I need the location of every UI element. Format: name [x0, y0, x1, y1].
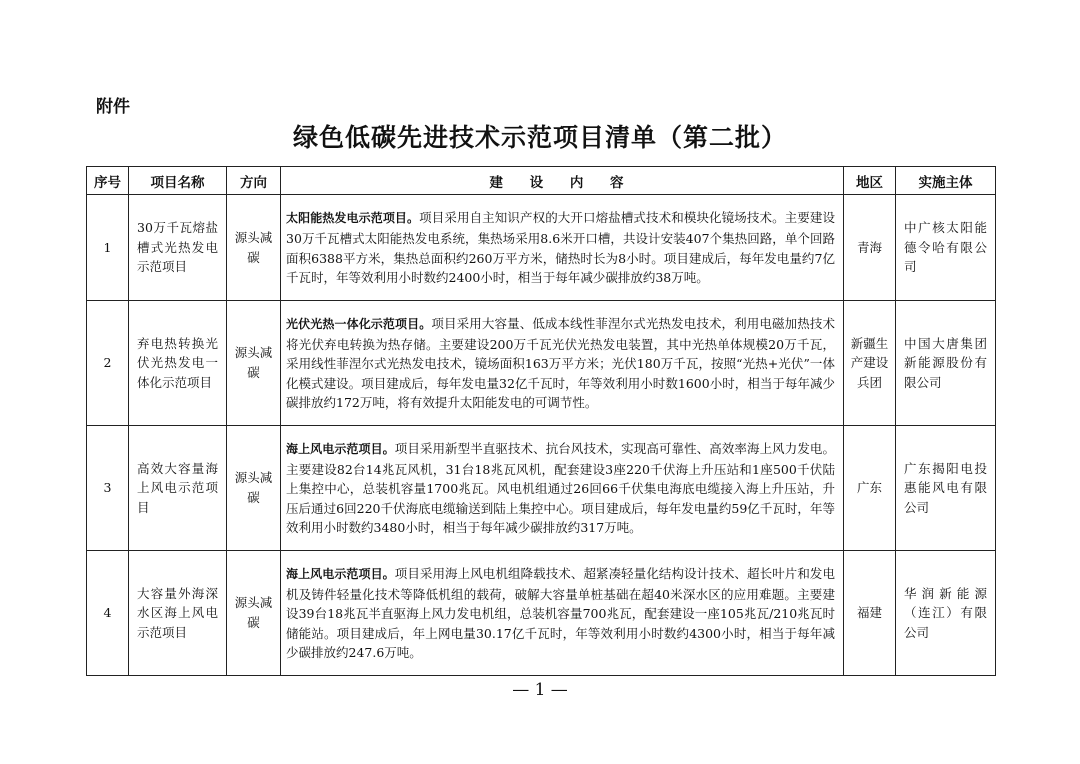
content-body: 项目采用海上风电机组降载技术、超紧凑轻量化结构设计技术、超长叶片和发电机及铸件轻量化技术等降低机组的载荷，破解大容量单桩基础在超40米深水区的应用难题。主要建设39台18兆瓦半直驱海上风力发电机组，总装机容量700兆瓦，配套建设一座105兆瓦/210兆瓦时储能站。项目建成后，年上网电量30.17亿千瓦时，年等效利用小时数约4300小时，相当于每年减少碳排放约247.6万吨。 [286, 566, 835, 661]
column-header-region: 地区 [844, 167, 896, 195]
page-number: — 1 — [512, 680, 568, 700]
region: 广东 [844, 426, 896, 551]
table-row [87, 426, 996, 551]
direction: 源头减碳 [227, 551, 281, 676]
project-name: 弃电热转换光伏光热发电一体化示范项目 [129, 301, 227, 426]
row-number: 1 [87, 195, 129, 301]
table-row [87, 551, 996, 676]
table-header-row [87, 167, 996, 195]
column-header-name: 项目名称 [129, 167, 227, 195]
column-header-direction: 方向 [227, 167, 281, 195]
content-lead: 海上风电示范项目。 [286, 442, 395, 457]
implementing-org: 广东揭阳电投惠能风电有限公司 [896, 426, 996, 551]
column-header-org: 实施主体 [896, 167, 996, 195]
content-body: 项目采用大容量、低成本线性菲涅尔式光热发电技术，利用电磁加热技术将光伏弃电转换为热存储。主要建设200万千瓦光伏光热发电装置，其中光热单体规模20万千瓦，采用线性菲涅尔式光热发电技术，镜场面积163万平方米；光伏180万千瓦，按照“光热+光伏”一体化模式建设。项目建成后，每年发电量32亿千瓦时，年等效利用小时数1600小时，相当于每年减少碳排放约172万吨，将有效提升太阳能发电的可调节性。 [286, 316, 835, 411]
region: 福建 [844, 551, 896, 676]
project-name: 30万千瓦熔盐槽式光热发电示范项目 [129, 195, 227, 301]
project-name: 高效大容量海上风电示范项目 [129, 426, 227, 551]
construction-content [281, 195, 844, 301]
direction: 源头减碳 [227, 426, 281, 551]
construction-content [281, 426, 844, 551]
direction: 源头减碳 [227, 301, 281, 426]
project-name: 大容量外海深水区海上风电示范项目 [129, 551, 227, 676]
project-table [86, 166, 996, 676]
row-number: 2 [87, 301, 129, 426]
region: 新疆生产建设兵团 [844, 301, 896, 426]
construction-content [281, 301, 844, 426]
content-lead: 海上风电示范项目。 [286, 567, 395, 582]
implementing-org: 中国大唐集团新能源股份有限公司 [896, 301, 996, 426]
construction-content [281, 551, 844, 676]
direction: 源头减碳 [227, 195, 281, 301]
row-number: 3 [87, 426, 129, 551]
implementing-org: 中广核太阳能德令哈有限公司 [896, 195, 996, 301]
content-body: 项目采用自主知识产权的大开口熔盐槽式技术和模块化镜场技术。主要建设30万千瓦槽式太阳能热发电系统，集热场采用8.6米开口槽，共设计安装407个集热回路，单个回路面积6388平方米，集热总面积约260万平方米，储热时长为8小时。项目建成后，每年发电量约7亿千瓦时，年等效利用小时数约2400小时，相当于每年减少碳排放约38万吨。 [286, 210, 835, 286]
page-title: 绿色低碳先进技术示范项目清单（第二批） [292, 123, 787, 152]
column-header-content: 建 设 内 容 [281, 167, 844, 195]
column-header-no: 序号 [87, 167, 129, 195]
implementing-org: 华润新能源（连江）有限公司 [896, 551, 996, 676]
row-number: 4 [87, 551, 129, 676]
content-body: 项目采用新型半直驱技术、抗台风技术，实现高可靠性、高效率海上风力发电。主要建设82台14兆瓦风机，31台18兆瓦风机，配套建设3座220千伏海上升压站和1座500千伏陆上集控中心，总装机容量1700兆瓦。风电机组通过26回66千伏集电海底电缆接入海上升压站，升压后通过6回220千伏海底电缆输送到陆上集控中心。项目建成后，每年发电量约59亿千瓦时，年等效利用小时数约3480小时，相当于每年减少碳排放约317万吨。 [286, 441, 835, 536]
region: 青海 [844, 195, 896, 301]
attachment-label: 附件 [96, 97, 130, 117]
table-row [87, 195, 996, 301]
content-lead: 光伏光热一体化示范项目。 [286, 317, 432, 332]
table-row [87, 301, 996, 426]
content-lead: 太阳能热发电示范项目。 [286, 211, 420, 226]
